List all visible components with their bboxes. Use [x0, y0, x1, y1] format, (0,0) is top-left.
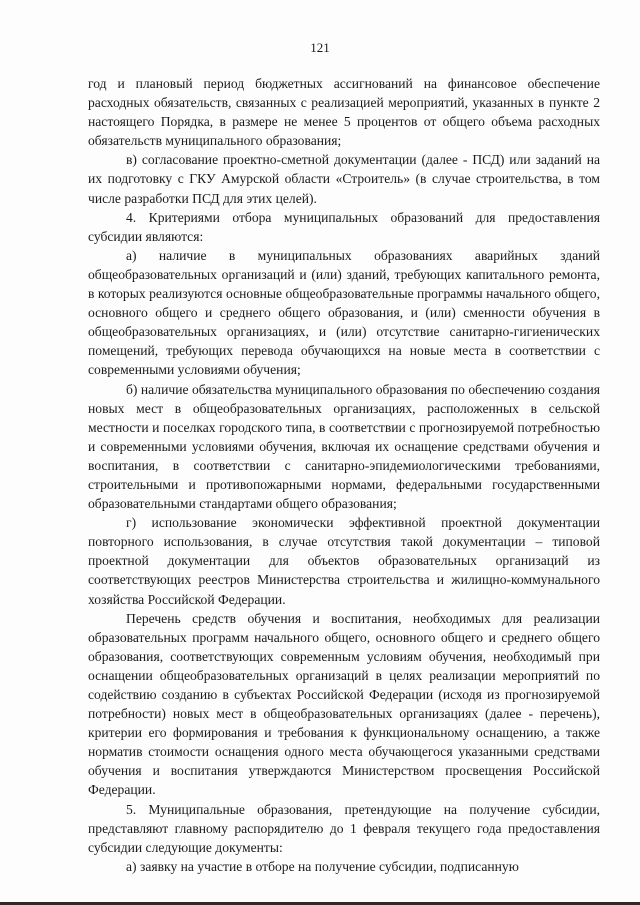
- page-number: 121: [310, 40, 330, 55]
- paragraph-section-5-documents: 5. Муниципальные образования, претендующие на получение субсидии, представляют главному распорядителю до 1 февраля текущего года предоставления субсидии следующие документы:: [88, 801, 600, 855]
- document-body: [88, 74, 600, 876]
- paragraph-item-v-psd: в) согласование проектно-сметной документации (далее - ПСД) или заданий на их подготовку с ГКУ Амурской области «Строитель» (в случае строительства, в том числе разработки ПСД для этих целей).: [88, 152, 600, 206]
- paragraph-section-4-criteria: 4. Критериями отбора муниципальных образований для предоставления субсидии являются:: [88, 209, 600, 244]
- paragraph-equipment-list: Перечень средств обучения и воспитания, необходимых для реализации образовательных программ начального общего, основного общего и среднего общего образования, соответствующих современным условиям обучения, необходимый при оснащении общеобразовательных организаций в целях реализации мероприятий по содействию созданию в субъектах Российской Федерации (исходя из прогнозируемой потребности) новых мест в общеобразовательных организациях (далее - перечень), критерии его формирования и требования к функциональному оснащению, а также норматив стоимости оснащения одного места обучающегося указанными средствами обучения и воспитания утверждаются Министерством просвещения Российской Федерации.: [88, 610, 600, 798]
- paragraph-budget-continuation: год и плановый период бюджетных ассигнований на финансовое обеспечение расходных обязательств, связанных с реализацией мероприятий, указанных в пункте 2 настоящего Порядка, в размере не менее 5 процентов от общего объема расходных обязательств муниципального образования;: [88, 76, 600, 149]
- paragraph-criterion-a: а) наличие в муниципальных образованиях аварийных зданий общеобразовательных организаций и (или) зданий, требующих капитального ремонта, в которых реализуются основные общеобразовательные программы начального общего, основного общего и среднего общего образования, и (или) сменности обучения в общеобразовательных организациях, и (или) отсутствие санитарно-гигиенических помещений, требующих перевода обучающихся на новые места в соответствии с современными условиями обучения;: [88, 247, 600, 378]
- paragraph-item-a-application: а) заявку на участие в отборе на получение субсидии, подписанную: [126, 858, 519, 874]
- paragraph-criterion-b: б) наличие обязательства муниципального образования по обеспечению создания новых мест в общеобразовательных организациях, расположенных в сельской местности и поселках городского типа, в соответствии с прогнозируемой потребностью и современными условиями обучения, включая их оснащение средствами обучения и воспитания, в соответствии с санитарно-эпидемиологическими требованиями, строительными и противопожарными нормами, федеральными государственными образовательными стандартами общего образования;: [88, 381, 600, 512]
- paragraph-criterion-g: г) использование экономически эффективной проектной документации повторного использования, в случае отсутствия такой документации – типовой проектной документации для объектов образовательных организаций из соответствующих реестров Министерства строительства и жилищно-коммунального хозяйства Российской Федерации.: [88, 515, 600, 607]
